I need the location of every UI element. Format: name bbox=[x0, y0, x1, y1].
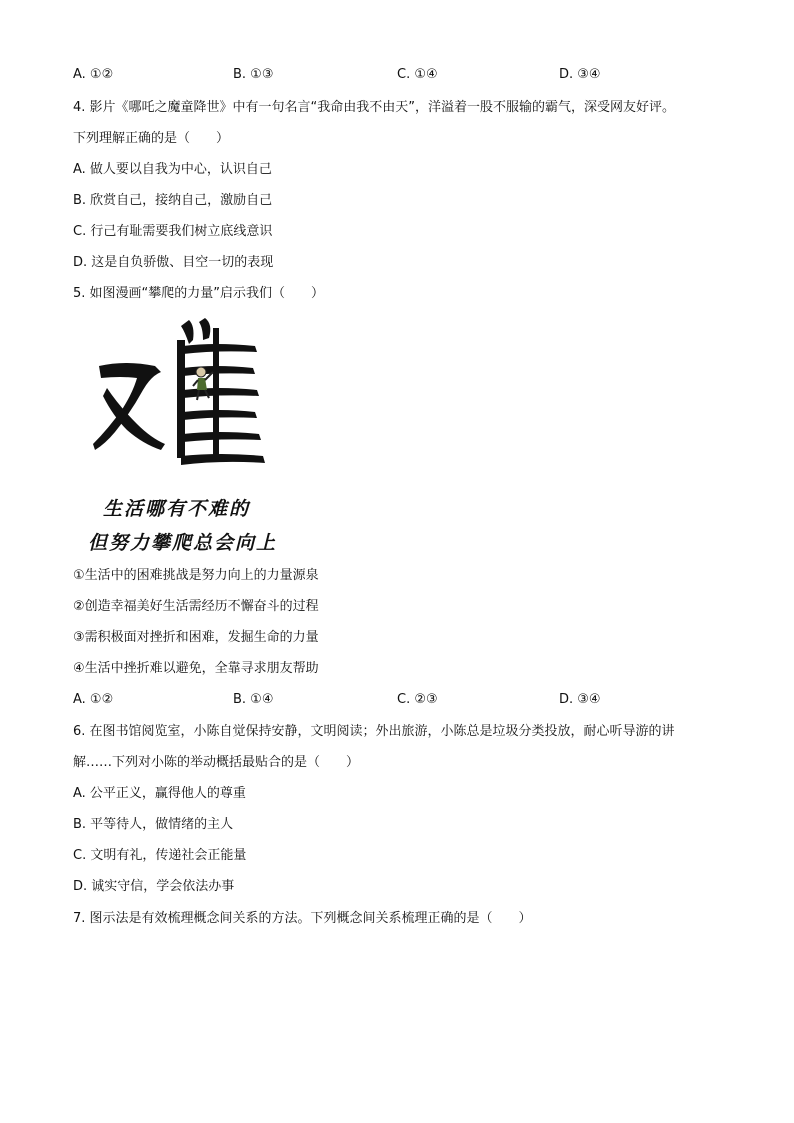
q6-option-c: C. 文明有礼，传递社会正能量 bbox=[73, 848, 247, 863]
q5-statement-2: ②创造幸福美好生活需经历不懈奋斗的过程 bbox=[73, 599, 319, 614]
cartoon-caption-line1: 生活哪有不难的 bbox=[103, 498, 251, 520]
q5-statement-1: ①生活中的困难挑战是努力向上的力量源泉 bbox=[73, 568, 319, 583]
q6-stem-line2: 解……下列对小陈的举动概括最贴合的是（ ） bbox=[73, 755, 360, 770]
q5-statement-3: ③需积极面对挫折和困难，发掘生命的力量 bbox=[73, 630, 319, 645]
q3-option-d: D. ③④ bbox=[559, 67, 601, 82]
q4-option-c: C. 行己有耻需要我们树立底线意识 bbox=[73, 224, 273, 239]
q6-option-d: D. 诚实守信，学会依法办事 bbox=[73, 879, 235, 894]
q5-statement-4: ④生活中挫折难以避免，全靠寻求朋友帮助 bbox=[73, 661, 319, 676]
q4-stem-line1: 4. 影片《哪吒之魔童降世》中有一句名言“我命由我不由天”，洋溢着一股不服输的霸气，深受网友好评。 bbox=[73, 100, 676, 115]
q4-option-a: A. 做人要以自我为中心，认识自己 bbox=[73, 162, 272, 177]
q3-option-c: C. ①④ bbox=[397, 67, 438, 82]
q5-stem: 5. 如图漫画“攀爬的力量”启示我们（ ） bbox=[73, 286, 325, 301]
q6-stem-line1: 6. 在图书馆阅览室，小陈自觉保持安静，文明阅读；外出旅游，小陈总是垃圾分类投放，耐心听导游的讲 bbox=[73, 724, 675, 739]
q3-option-a: A. ①② bbox=[73, 67, 114, 82]
q5-option-c: C. ②③ bbox=[397, 692, 438, 707]
q5-option-a: A. ①② bbox=[73, 692, 114, 707]
q7-stem: 7. 图示法是有效梳理概念间关系的方法。下列概念间关系梳理正确的是（ ） bbox=[73, 911, 532, 926]
q6-option-b: B. 平等待人，做情绪的主人 bbox=[73, 817, 234, 832]
q4-stem-line2: 下列理解正确的是（ ） bbox=[73, 131, 230, 146]
q4-option-b: B. 欣赏自己，接纳自己，激励自己 bbox=[73, 193, 273, 208]
cartoon-caption-line2: 但努力攀爬总会向上 bbox=[88, 532, 278, 554]
q5-option-b: B. ①④ bbox=[233, 692, 274, 707]
q5-option-d: D. ③④ bbox=[559, 692, 601, 707]
q3-option-b: B. ①③ bbox=[233, 67, 274, 82]
q6-option-a: A. 公平正义，赢得他人的尊重 bbox=[73, 786, 246, 801]
q5-options-row bbox=[73, 691, 713, 709]
q3-options-row bbox=[73, 66, 713, 84]
q4-option-d: D. 这是自负骄傲、目空一切的表现 bbox=[73, 255, 274, 270]
